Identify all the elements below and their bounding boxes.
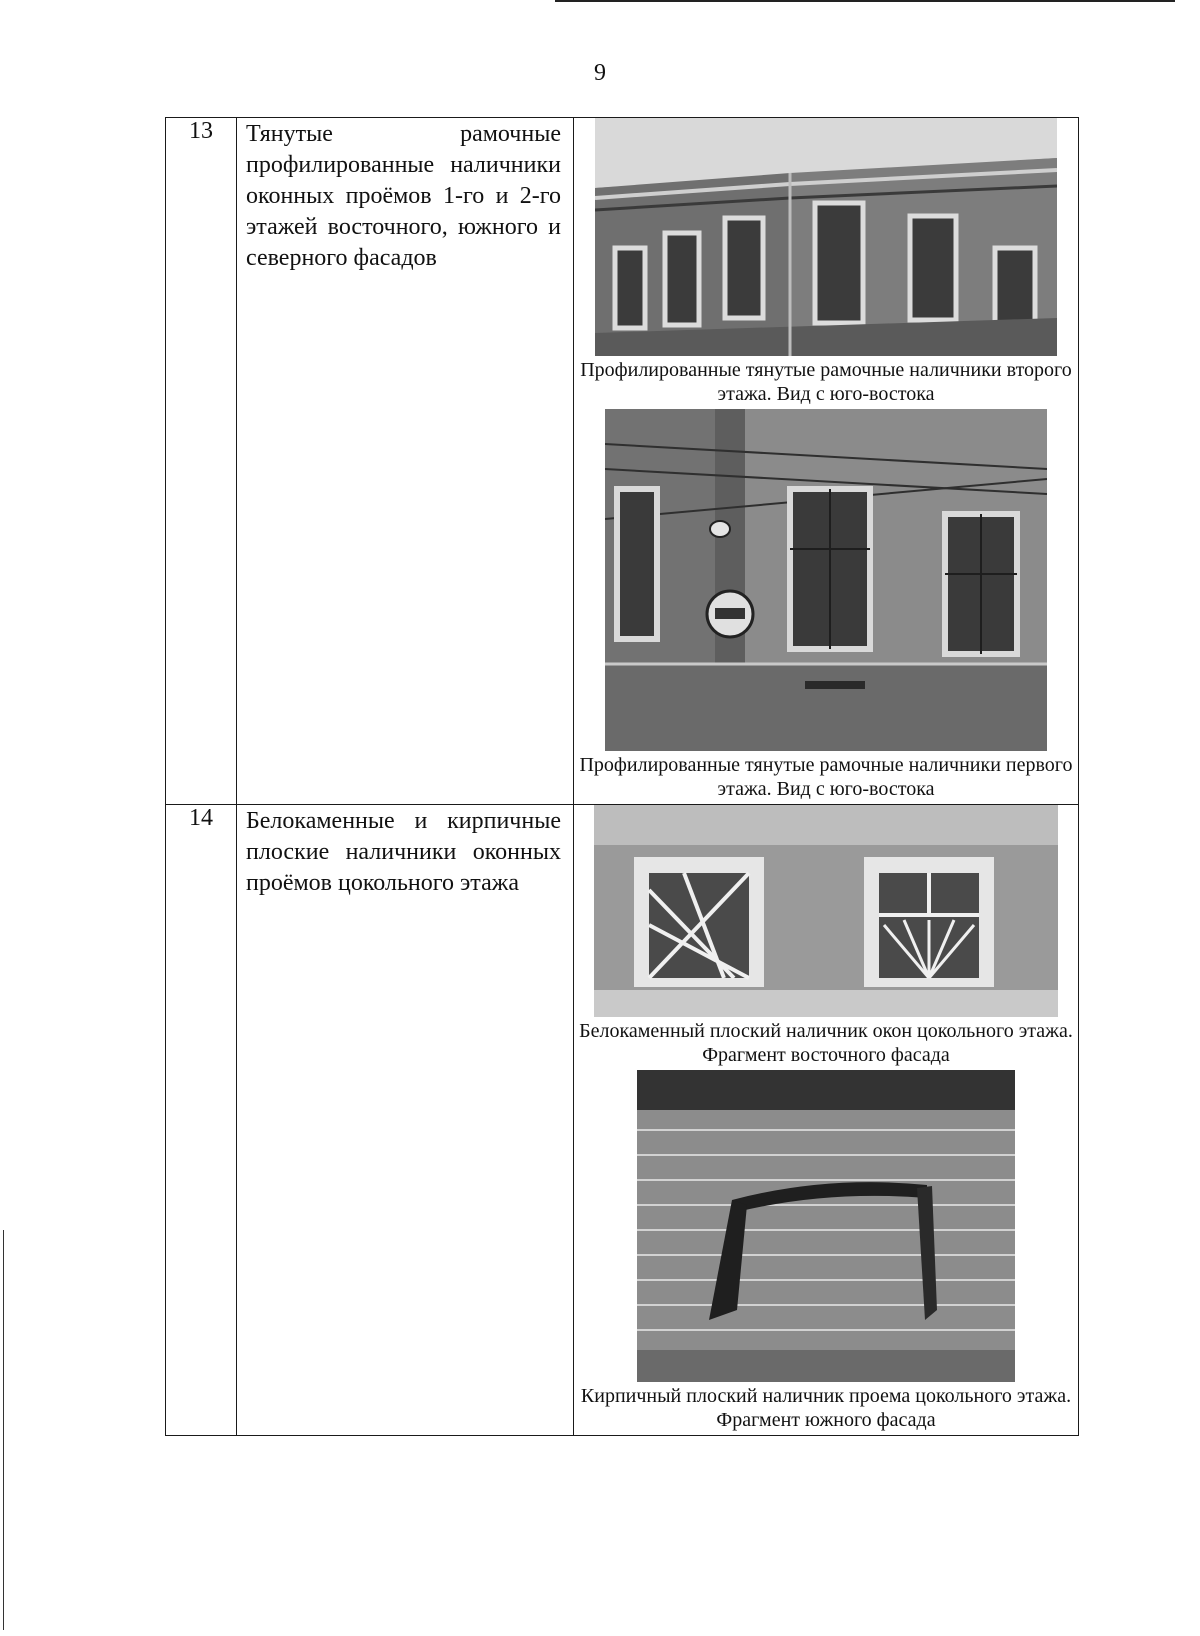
row-photos-cell: [574, 118, 1079, 805]
table-row: [166, 805, 1079, 1436]
photo-white-stone-surrounds: [574, 805, 1078, 1017]
photo-caption: Профилированные тянутые рамочные наличники второго этажа. Вид с юго-востока: [580, 359, 1072, 405]
table-row: [166, 118, 1079, 805]
row-description: Тянутые рамочные профилированные наличники оконных проёмов 1-го и 2-го этажей восточного, южного и северного фасадов: [246, 121, 561, 271]
photo-brick-surround: [574, 1070, 1078, 1382]
photo-first-floor-surrounds: [574, 409, 1078, 751]
photo-caption: Профилированные тянутые рамочные наличники первого этажа. Вид с юго-востока: [579, 754, 1073, 800]
photo-caption: Белокаменный плоский наличник окон цокольного этажа. Фрагмент восточного фасада: [579, 1020, 1073, 1066]
row-description: Белокаменные и кирпичные плоские наличники оконных проёмов цокольного этажа: [246, 808, 561, 896]
photo-caption: Кирпичный плоский наличник проема цокольного этажа. Фрагмент южного фасада: [580, 1385, 1072, 1431]
page-number: 9: [594, 60, 606, 86]
elements-table: [165, 117, 1079, 1436]
row-description-cell: [237, 805, 574, 1436]
row-number: 13: [166, 118, 237, 805]
top-rule: [555, 0, 1175, 2]
row-photos-cell: [574, 805, 1079, 1436]
row-number: 14: [166, 805, 237, 1436]
scan-edge-line: [3, 1230, 4, 1630]
photo-second-floor-surrounds: [574, 118, 1078, 356]
row-description-cell: [237, 118, 574, 805]
